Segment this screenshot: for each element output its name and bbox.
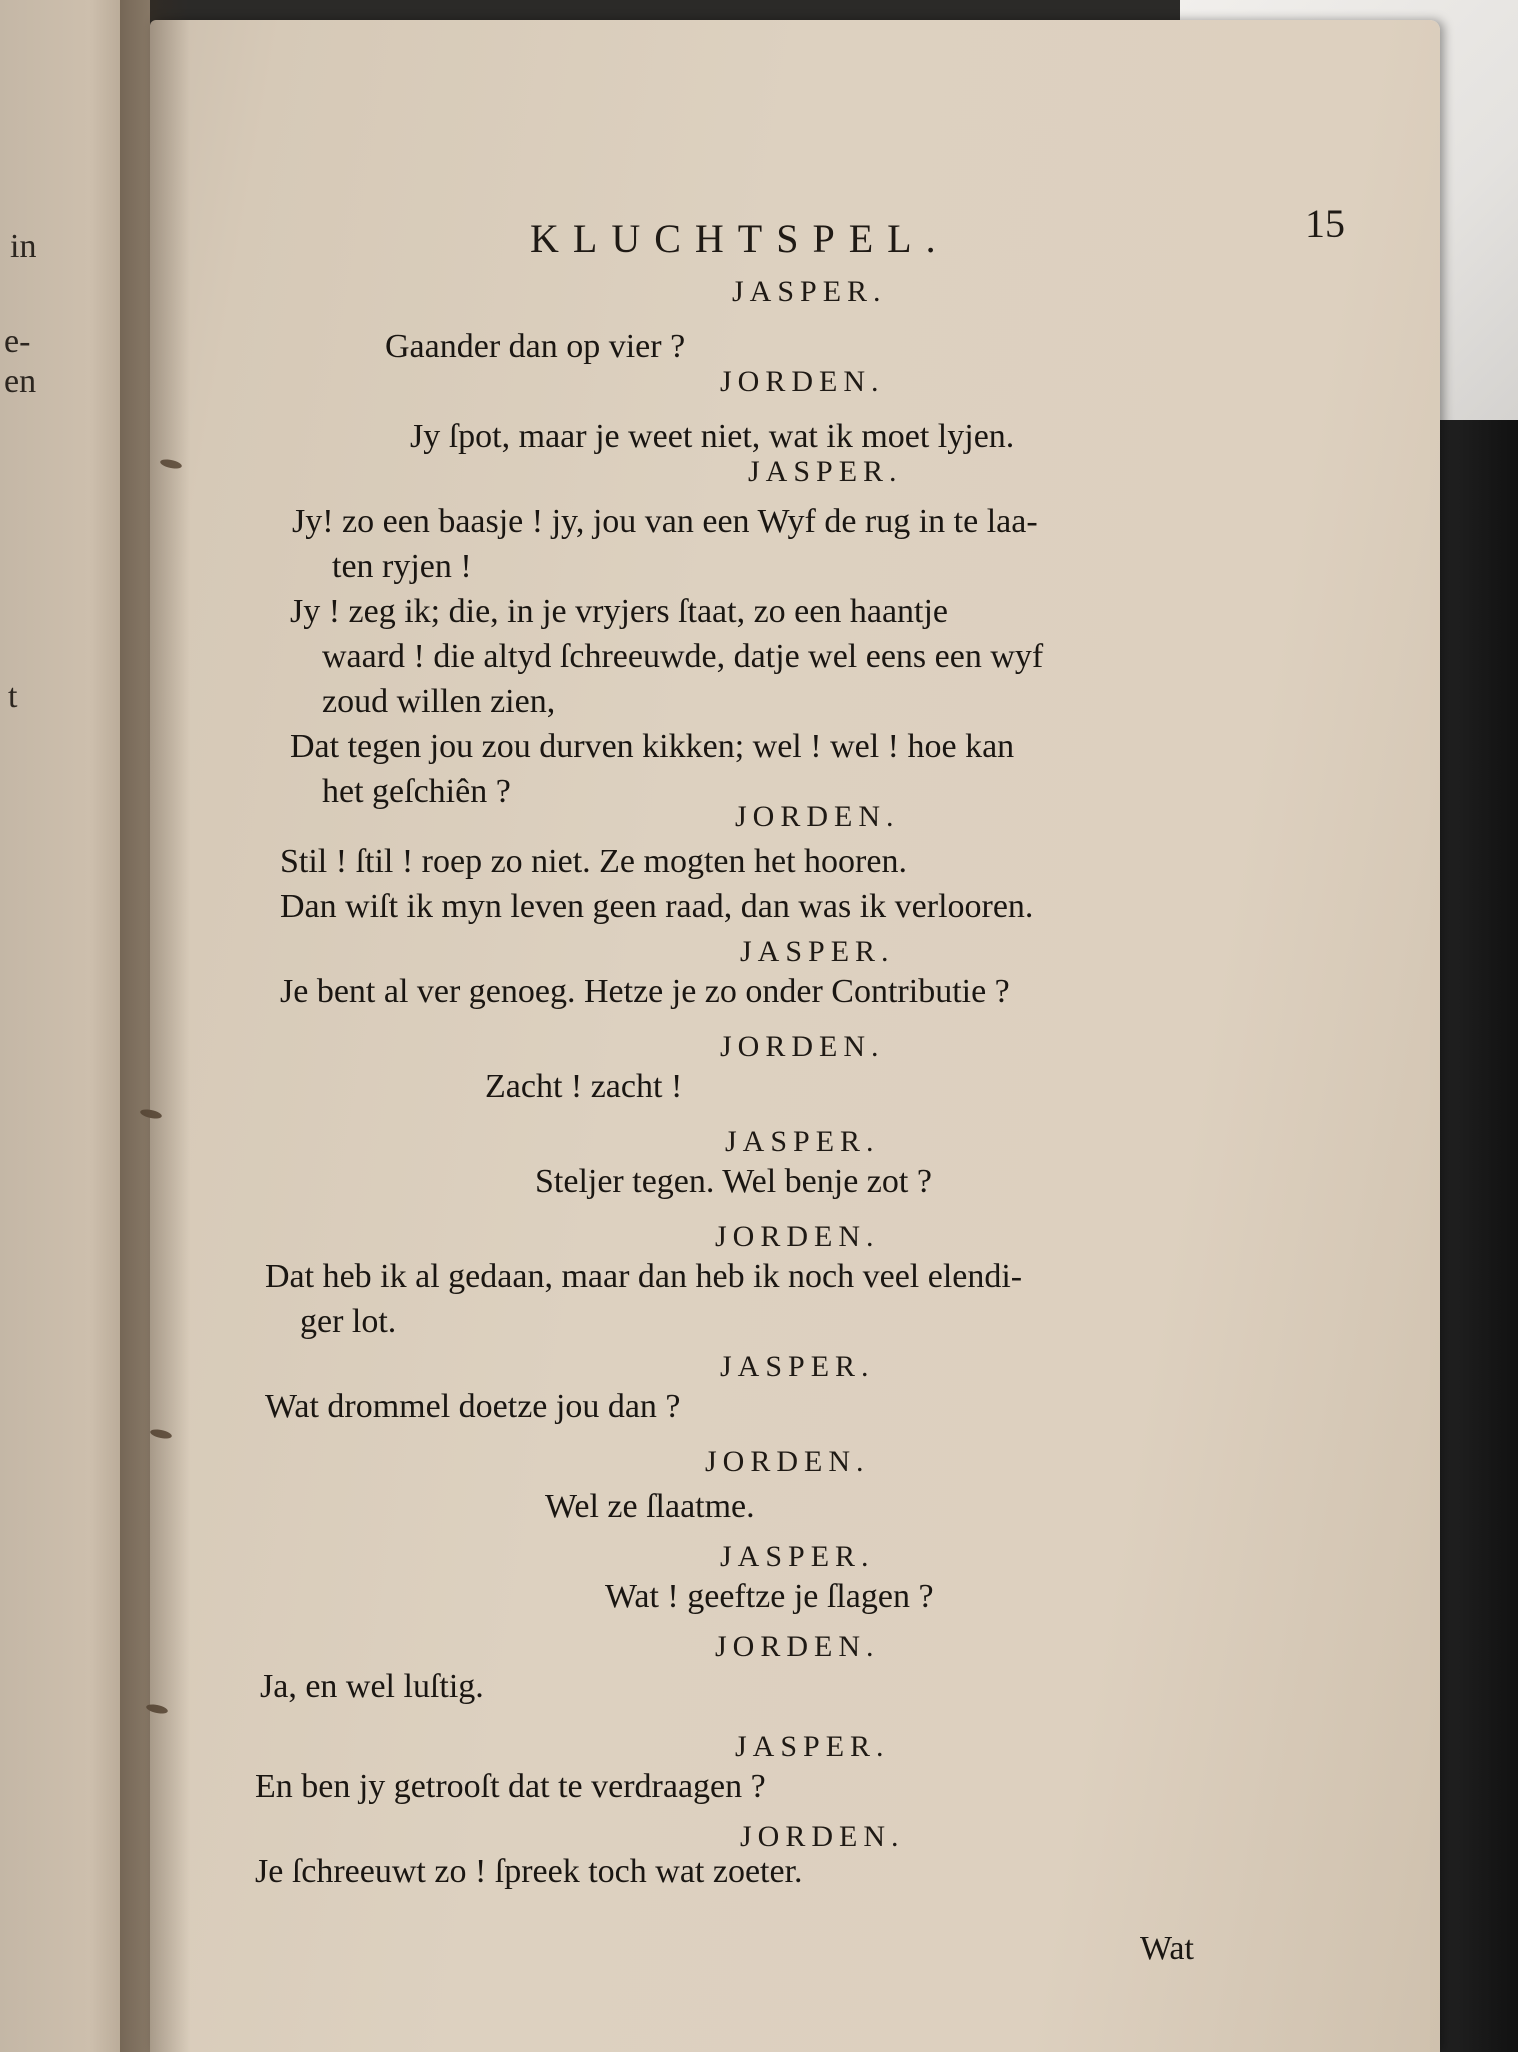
speaker-name: JASPER.: [732, 275, 887, 308]
speaker-name: JASPER.: [740, 935, 895, 968]
speaker-name: JORDEN.: [740, 1820, 905, 1853]
speech-line: Stil ! ſtil ! roep zo niet. Ze mogten het hooren.: [280, 843, 907, 880]
speaker-name: JORDEN.: [735, 800, 900, 833]
speech-line: Dat heb ik al gedaan, maar dan heb ik noch veel elendi-: [265, 1258, 1023, 1295]
speech-line: Je bent al ver genoeg. Hetze je zo onder Contributie ?: [280, 973, 1010, 1010]
left-page-fragment: in: [10, 228, 37, 265]
speaker-name: JORDEN.: [720, 1030, 885, 1063]
left-page-fragment: e-: [4, 323, 31, 360]
speech-line: Dan wiſt ik myn leven geen raad, dan was ik verlooren.: [280, 888, 1034, 925]
speech-line: Gaander dan op vier ?: [385, 328, 686, 365]
gutter-shadow: [120, 0, 190, 2052]
speaker-name: JORDEN.: [705, 1445, 870, 1478]
speech-line: Zacht ! zacht !: [485, 1068, 683, 1105]
speech-line: Je ſchreeuwt zo ! ſpreek toch wat zoeter.: [255, 1853, 803, 1890]
speech-line: Jy ! zeg ik; die, in je vryjers ſtaat, zo een haantje: [290, 593, 949, 630]
speaker-name: JORDEN.: [715, 1220, 880, 1253]
left-page-fragment: t: [8, 678, 18, 715]
speech-line: ten ryjen !: [332, 548, 472, 585]
speech-line: zoud willen zien,: [322, 683, 556, 720]
speech-line: het geſchiên ?: [322, 773, 511, 810]
speaker-name: JASPER.: [725, 1125, 880, 1158]
running-title: KLUCHTSPEL.: [530, 216, 950, 261]
speaker-name: JORDEN.: [720, 365, 885, 398]
speaker-name: JASPER.: [720, 1350, 875, 1383]
page-number: 15: [1305, 201, 1345, 246]
speech-line: Ja, en wel luſtig.: [260, 1668, 484, 1705]
book-page: [150, 20, 1440, 2052]
speech-line: Dat tegen jou zou durven kikken; wel ! wel ! hoe kan: [290, 728, 1015, 765]
speaker-name: JASPER.: [735, 1730, 890, 1763]
speech-line: Wel ze ſlaatme.: [545, 1488, 755, 1525]
speech-line: ger lot.: [300, 1303, 397, 1340]
speech-line: Steljer tegen. Wel benje zot ?: [535, 1163, 932, 1200]
speech-line: Jy! zo een baasje ! jy, jou van een Wyf de rug in te laa-: [292, 503, 1038, 540]
speech-line: Wat ! geeftze je ſlagen ?: [605, 1578, 934, 1615]
speech-line: waard ! die altyd ſchreeuwde, datje wel eens een wyf: [322, 638, 1044, 675]
speaker-name: JORDEN.: [715, 1630, 880, 1663]
speech-line: Jy ſpot, maar je weet niet, wat ik moet lyjen.: [410, 418, 1015, 455]
speech-line: Wat drommel doetze jou dan ?: [265, 1388, 681, 1425]
left-page-fragment: en: [4, 363, 37, 400]
speech-line: En ben jy getrooſt dat te verdraagen ?: [255, 1768, 766, 1805]
speaker-name: JASPER.: [720, 1540, 875, 1573]
catchword: Wat: [1140, 1930, 1194, 1967]
speaker-name: JASPER.: [748, 455, 903, 488]
